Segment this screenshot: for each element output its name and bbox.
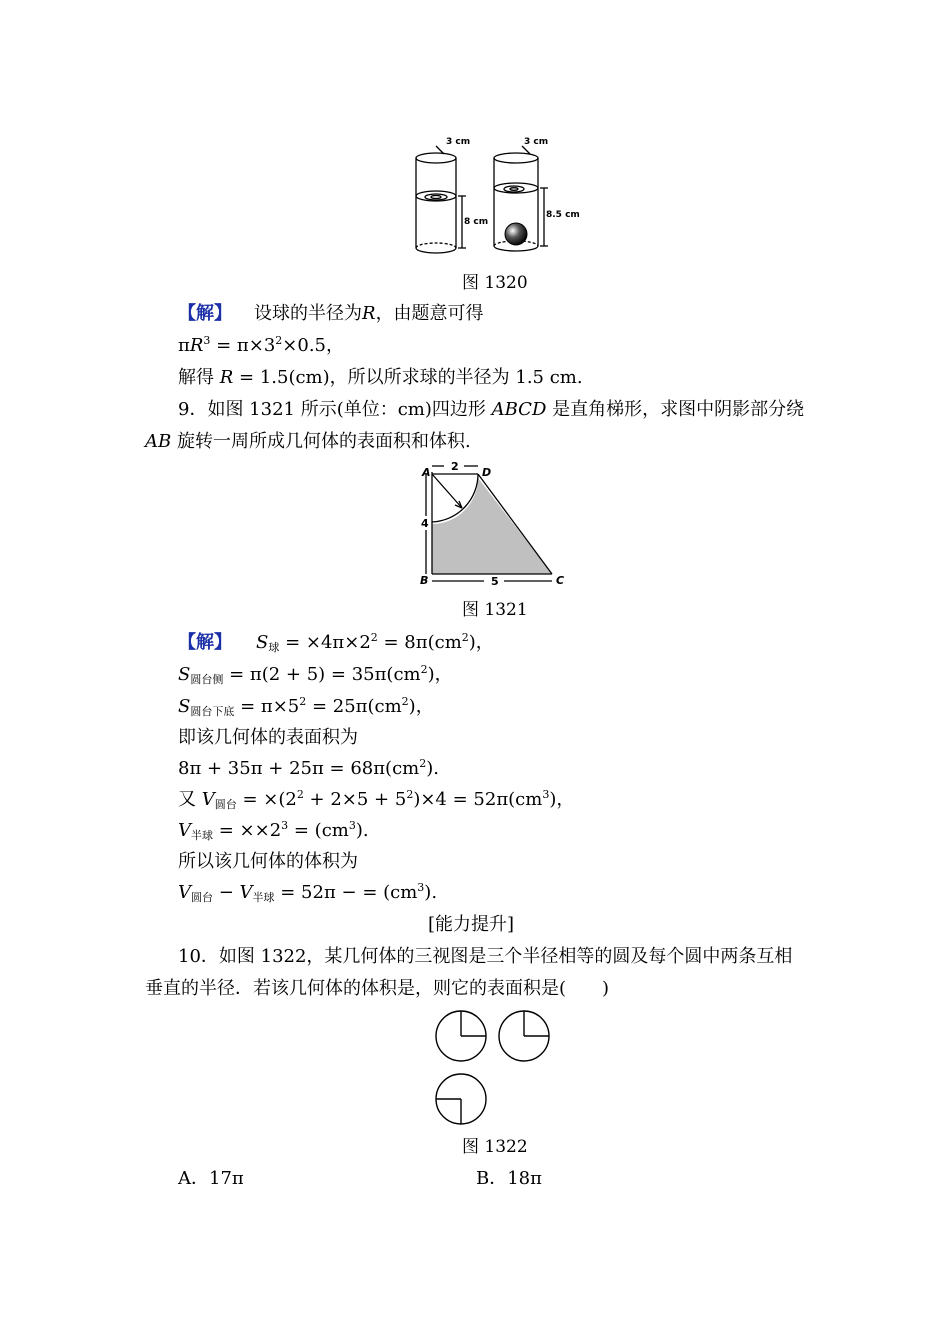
q10-line2: 垂直的半径．若该几何体的体积是，则它的表面积是( ) — [145, 978, 610, 999]
figure-1322 — [430, 1008, 556, 1128]
front-view-circle — [436, 1011, 486, 1061]
label-8cm: 8 cm — [464, 217, 489, 227]
sol9-line3: $S_{圆台下底} = \pi\times 5^2 = 25\pi(cm^2)$， — [178, 695, 434, 718]
solution-tag: 【解】 — [178, 632, 232, 653]
q9-line1: 9．如图 1321 所示(单位：cm)四边形 ABCD 是直角梯形，求图中阴影部分绕 — [178, 399, 805, 420]
solution-tag: 【解】 — [178, 303, 232, 324]
len-bottom: 5 — [491, 575, 499, 588]
label-8-5cm: 8.5 cm — [546, 210, 580, 220]
vertex-b: B — [420, 574, 429, 587]
sol9-line1: 【解】 $S_球 = \times 4\pi\times 2^2 = 8\pi(cm^2)$， — [178, 631, 494, 654]
caption-1320: 图 1320 — [462, 273, 528, 293]
caption-1321: 图 1321 — [462, 600, 528, 620]
sol9-line2: $S_{圆台侧} = \pi(2 + 5) = 35\pi(cm^2)$， — [178, 663, 453, 686]
q9-line2: AB 旋转一周所成几何体的表面积和体积. — [145, 431, 471, 452]
figure-1321 — [412, 460, 572, 590]
sol9-line6: 又 $V_{圆台} = \times(2^2 + 2\times 5 + 5^2)\times 4 = 52\pi(cm^3)$， — [178, 788, 575, 811]
sol9-line8: 所以该几何体的体积为 — [178, 851, 358, 872]
q10-line1: 10．如图 1322，某几何体的三视图是三个半径相等的圆及每个圆中两条互相 — [178, 946, 793, 967]
vertex-a: A — [422, 466, 431, 479]
sol9-line9: $V_{圆台} - V_{半球} = 52\pi$ − = $(cm^3)$. — [178, 881, 438, 904]
len-top: 2 — [451, 460, 459, 473]
vertex-c: C — [556, 574, 565, 587]
caption-1322: 图 1322 — [462, 1137, 528, 1157]
section-title: [能力提升] — [428, 914, 515, 935]
len-left: 4 — [421, 517, 429, 530]
ball — [505, 223, 527, 245]
sol8-line3: 解得 R = 1.5(cm)，所以所求球的半径为 1.5 cm. — [178, 367, 583, 388]
side-view-circle — [499, 1011, 549, 1061]
sol9-line7: $V_{半球} = \times\times 2^3 = (cm^3)$. — [178, 819, 369, 842]
top-view-circle — [436, 1074, 486, 1124]
figure-1320 — [400, 128, 580, 256]
left-cylinder — [416, 146, 466, 253]
label-3cm-left: 3 cm — [446, 137, 471, 147]
label-3cm-right: 3 cm — [524, 137, 549, 147]
sol9-line4: 即该几何体的表面积为 — [178, 727, 358, 748]
sol9-line5: $8\pi + 35\pi + 25\pi = 68\pi(cm^2)$. — [178, 757, 439, 779]
vertex-d: D — [482, 466, 492, 479]
sol8-line1: 【解】 设球的半径为R，由题意可得 — [178, 303, 484, 324]
sol8-line2: $\pi R^3 = \pi\times 3^2\times 0.5$， — [178, 334, 345, 356]
option-a[interactable]: A．17π — [178, 1168, 244, 1189]
option-b[interactable]: B．18π — [476, 1168, 542, 1189]
